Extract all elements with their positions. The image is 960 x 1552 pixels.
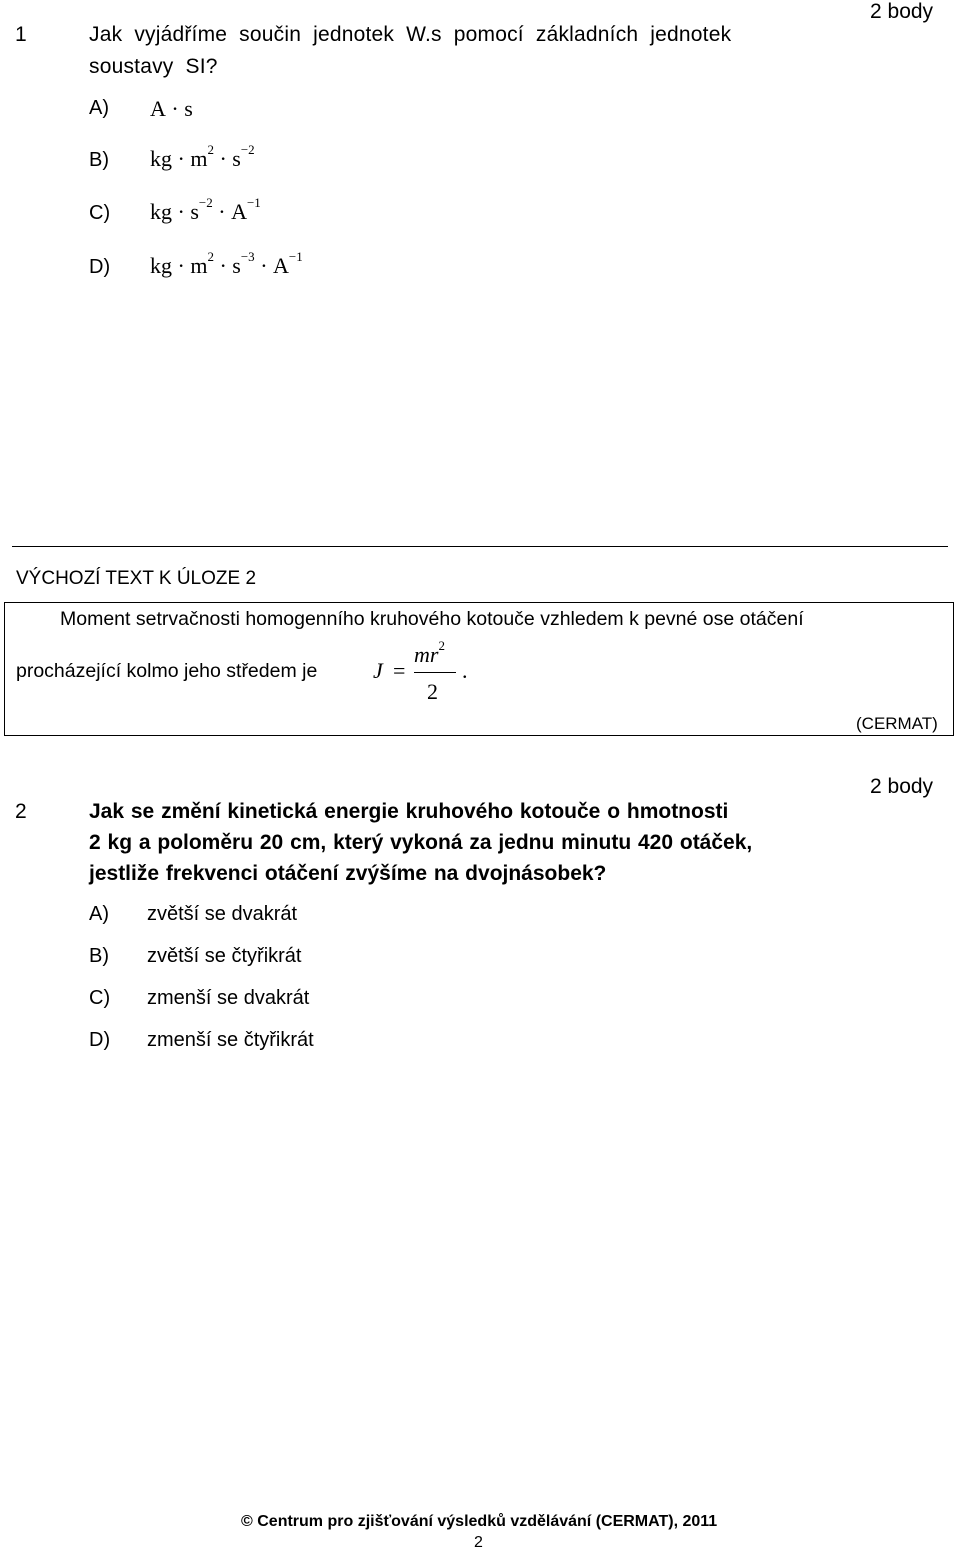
q1-option-b-formula: kg · $m^2 \cdot s^{-2}$	[150, 142, 255, 171]
q1-text-line1: Jak vyjádříme součin jednotek W.s pomocí základních jednotek	[89, 23, 732, 46]
q1-option-a-formula: A · s	[150, 96, 193, 121]
q2-text-line1: Jak se změní kinetická energie kruhového kotouče o hmotnosti	[89, 800, 729, 823]
section-divider	[12, 546, 948, 547]
q1-number: 1	[15, 23, 27, 46]
q2-points: 2 body	[870, 775, 934, 798]
formula-denominator: 2	[427, 679, 438, 704]
intro-line2: procházející kolmo jeho středem je	[16, 660, 318, 682]
q1-option-b-letter: B)	[89, 149, 109, 171]
intro-title: VÝCHOZÍ TEXT K ÚLOZE 2	[16, 568, 257, 589]
intro-source: (CERMAT)	[856, 714, 938, 733]
q2-option-b-letter: B)	[89, 945, 109, 967]
q1-option-c-formula: kg · $s^{-2} \cdot A^{-1}$	[150, 195, 261, 224]
formula-fraction-bar	[414, 672, 456, 673]
copyright-icon: ©	[241, 1513, 253, 1530]
q2-option-c-letter: C)	[89, 987, 111, 1009]
page-number: 2	[474, 1534, 483, 1551]
formula-lhs: J	[373, 658, 383, 683]
q1-option-d-formula: kg · $m^2 \cdot s^{-3} \cdot A^{-1}$	[150, 249, 303, 278]
q2-number: 2	[15, 800, 27, 823]
footer-text: Centrum pro zjišťování výsledků vzdělávání (CERMAT), 2011	[257, 1513, 718, 1530]
q2-option-a-letter: A)	[89, 903, 109, 925]
formula-eq: =	[393, 658, 406, 683]
q1-text-line2: soustavy SI?	[89, 55, 218, 78]
q1-option-c-letter: C)	[89, 202, 111, 224]
q2-option-b-text: zvětší se čtyřikrát	[147, 945, 302, 967]
intro-line1: Moment setrvačnosti homogenního kruhového kotouče vzhledem k pevné ose otáčení	[60, 608, 804, 630]
q1-option-a-letter: A)	[89, 97, 109, 119]
q2-option-d-text: zmenší se čtyřikrát	[147, 1029, 314, 1051]
q2-text-line2: 2 kg a poloměru 20 cm, který vykoná za jednu minutu 420 otáček,	[89, 831, 753, 854]
q1-option-d-letter: D)	[89, 256, 111, 278]
q2-option-d-letter: D)	[89, 1029, 111, 1051]
q2-option-c-text: zmenší se dvakrát	[147, 987, 310, 1009]
formula-period: .	[462, 658, 468, 683]
formula-numerator: $mr^2$	[414, 638, 445, 667]
q2-text-line3: jestliže frekvenci otáčení zvýšíme na dvojnásobek?	[89, 862, 607, 885]
footer-copyright	[241, 1513, 717, 1531]
q2-option-a-text: zvětší se dvakrát	[147, 903, 298, 925]
q1-points: 2 body	[870, 0, 934, 23]
